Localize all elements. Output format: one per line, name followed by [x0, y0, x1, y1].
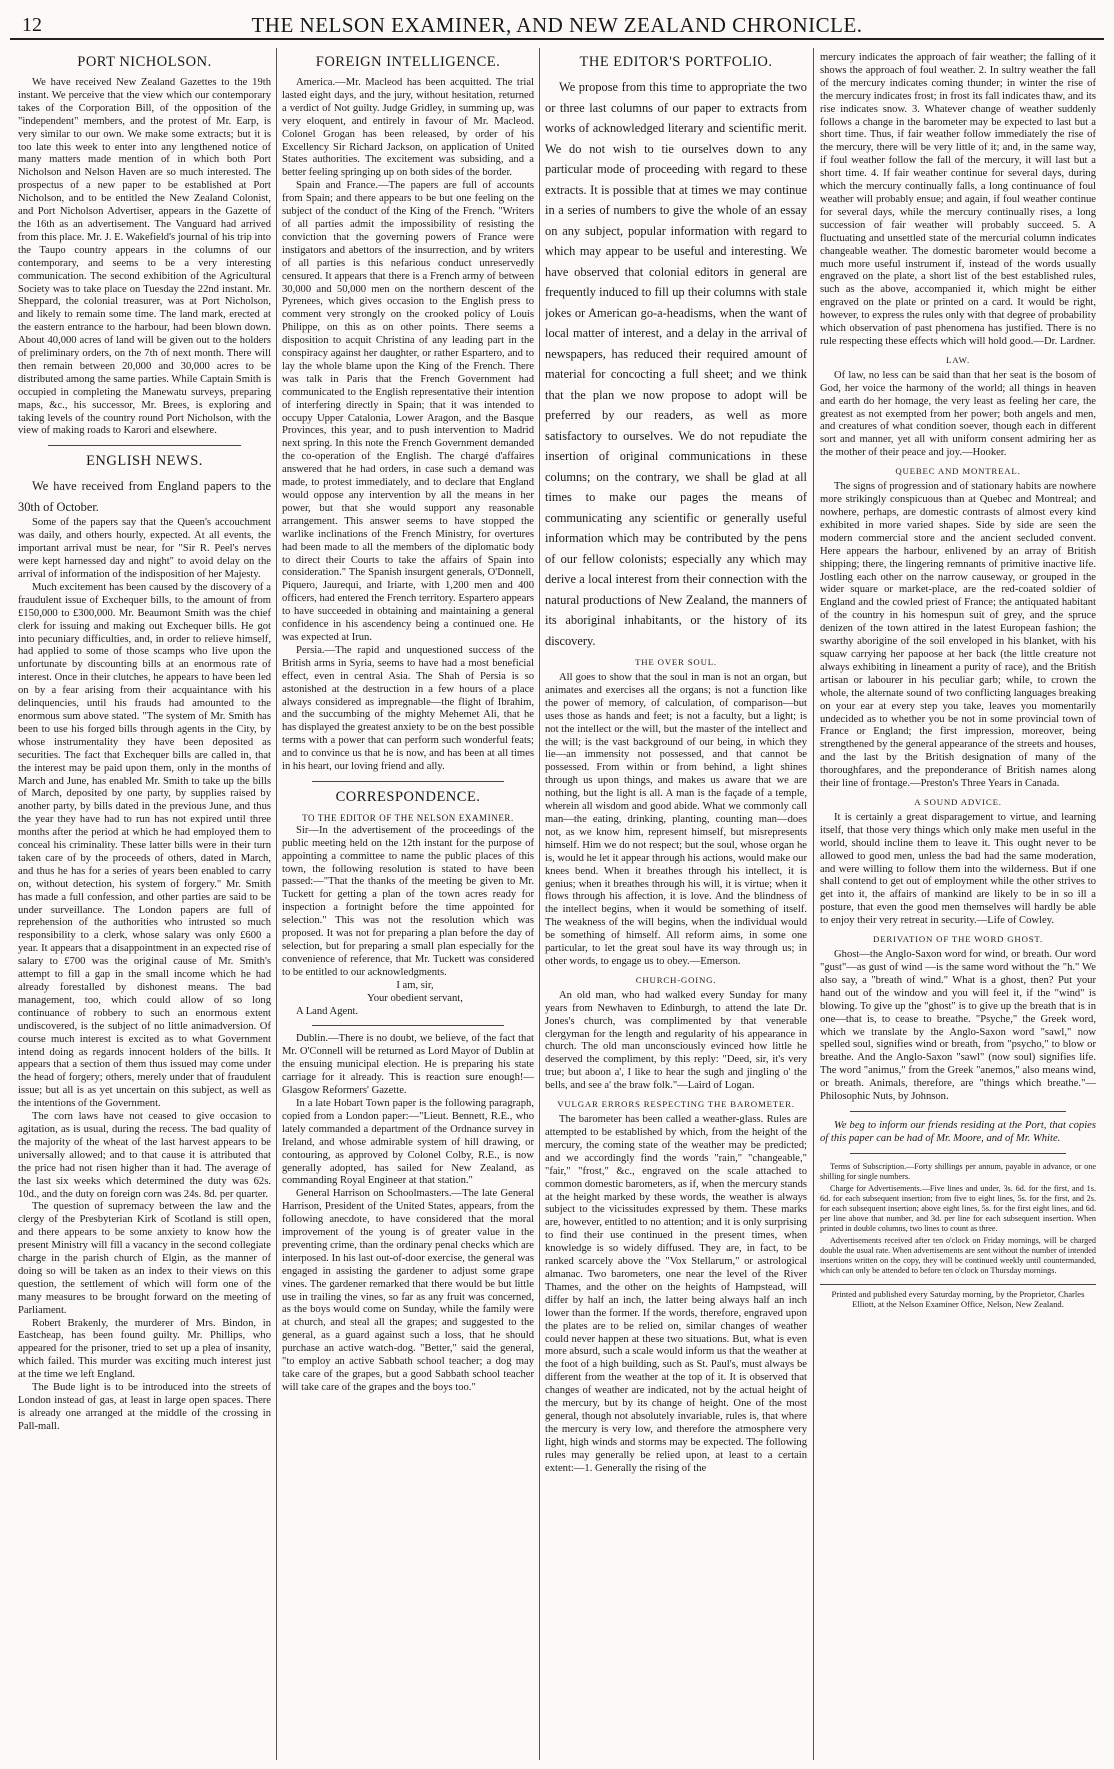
- article-paragraph: Dublin.—There is no doubt, we believe, of the fact that Mr. O'Connell will be returned as Lord Mayor of Dublin at the ensuing municipal election. He is preparing his state carriage for it already. This is reaction sure enough!—Glasgow Reformers' Gazette.: [282, 1033, 534, 1097]
- subheading-quebec-montreal: QUEBEC AND MONTREAL.: [895, 466, 1021, 477]
- section-divider: [850, 1111, 1066, 1112]
- column-2: [282, 52, 534, 1757]
- section-heading-correspondence: CORRESPONDENCE.: [335, 788, 481, 805]
- section-divider: [850, 1153, 1066, 1154]
- subheading-law: LAW.: [946, 354, 970, 365]
- section-heading-english-news: ENGLISH NEWS.: [86, 453, 203, 470]
- article-paragraph: Much excitement has been caused by the discovery of a fraudulent issue of Exchequer bills, to the amount of from £150,000 to £300,000. Mr. Beaumont Smith was the chief clerk for issuing and making out Exchequer bills. He got into pecuniary difficulties, and, in order to relieve himself, had applied to some of those scamps who live upon the unfortunate by discounting bills at an enormous rate of interest. Once in their clutches, he appears to have been led on by a fear arising from their acquaintance with his delinquencies, until his frauds had amounted to the enormous sum above stated. "The system of Mr. Smith has been to use his forged bills through agents in the City, by whose instrumentality they have been deposited as securities. The fact that Exchequer bills are called in, that the interest may be paid upon them, only in the months of March and June, has enabled Mr. Smith to take up the bills of March, deposited by one party, by supplies raised by another party, by bills dated in the previous June, and thus the year they have had to run has not expired until three months after the period at which he had employed them to conceal his criminality. These latter bills were in their turn taken care of by the proceeds of others, dated in March, and thus he has for a series of years been enabled to carry on, without detection, his system of forgery." Mr. Smith has made a full confession, and other parties are said to be under surveillance. The London papers are full of reprehension of the authorities who intrusted so much responsibility to a clerk, whose salary was only £600 a year. It appears that a disappointment in an expected rise of salary to £700 was the original cause of Mr. Smith's attempt to fill a gap in the small income which he had already forestalled by dishonest means. The bad management, too, which could allow of so long continuance of robbery to such an enormous extent undiscovered, is the subject of no little animadversion. Of course much interest is excited as to what Government intend doing as regards innocent holders of the bills. It appears that a section of them thus issued may come under the head of forgery; others, merely under that of fraudulent issue; but all is as yet uncertain on this subject, as well as the intentions of the Government.: [18, 581, 271, 1110]
- article-paragraph: General Harrison on Schoolmasters.—The late General Harrison, President of the United States, appears, from the following anecdote, to have considered that the moral improvement of the young is of greater value in the preventing crime, than the ordinary penal checks which are interposed. In his last out-of-door exercise, the general was engaged in assisting the gardener to adjust some grape vines. The gardener remarked that there would be but little use in trailing the vines, so far as any fruit was concerned, as the boys would come on Sunday, while the family were at church, and steal all the grapes; and suggested to the general, as a guard against such a loss, that he should purchase an active watch-dog. "Better," said the general, "to employ an active Sabbath school teacher; a dog may take care of the grapes, but a good Sabbath school teacher will take care of the grapes and the boys too.": [282, 1188, 534, 1393]
- column-rule: [813, 48, 814, 1760]
- terms-subscription: Terms of Subscription.—Forty shillings per annum, payable in advance, or one shilling for single numbers.: [820, 1161, 1096, 1181]
- article-paragraph: The barometer has been called a weather-glass. Rules are attempted to be established by which, from the height of the mercury, the coming state of the weather may be predicted; and we accordingly find the words "rain," "changeable," "fair," "frost," &c., engraved on the scale attached to common domestic barometers, as if, when the mercury stands at the height marked by these words, the weather is always subject to the vicissitudes expressed by them. These marks are, however, entitled to no attention; and it is only surprising to find their use continued in the present times, when knowledge is so widely diffused. They are, in fact, to be ranked scarcely above the "Vox Stellarum," or astrological almanac. Two barometers, one near the level of the River Thames, and the other on the heights of Hampstead, will differ by half an inch, the latter being always half an inch lower than the former. If the words, therefore, engraved upon the plates are to be relied on, similar changes of weather could never happen at these two situations. But, what is even more absurd, such a scale would inform us that the weather at the foot of a high building, such as St. Paul's, must always be different from the weather at the top of it. It is observed that changes of weather are indicated, not by the actual height of the mercury, but by its change of height. One of the most general, though not absolutely invariable, rules is, that where the mercury is very low, and therefore the atmosphere very light, high winds and storms may be expected. The following rules may generally be relied upon, at least to a certain extent:—1. Generally the rising of the: [545, 1114, 807, 1474]
- column-rule: [539, 48, 540, 1760]
- letter-closing: Your obedient servant,: [367, 992, 463, 1004]
- printer-imprint: Printed and published every Saturday morning, by the Proprietor, Charles Elliott, at the Nelson Examiner Office, Nelson, New Zealand.: [820, 1284, 1096, 1310]
- article-intro: We have received from England papers to the 30th of October.: [18, 479, 271, 514]
- subheading-sound-advice: A SOUND ADVICE.: [914, 796, 1002, 807]
- page-number: 12: [22, 14, 42, 36]
- agents-notice: We beg to inform our friends residing at the Port, that copies of this paper can be had of Mr. Moore, and of Mr. White.: [820, 1119, 1096, 1144]
- subheading-church-going: CHURCH-GOING.: [635, 974, 717, 985]
- letter-body: Sir—In the advertisement of the proceedings of the public meeting held on the 12th instant for the purpose of appointing a committee to name the public places of this town, the following resolution is stated to have been passed:—"That the thanks of the meeting be given to Mr. Tuckett for getting a plan of the town acres ready for inspection a fortnight before the time appointed for selection." This was not the resolution which was proposed. It was not for preparing a plan before the day of selection, but for preparing a small plan especially for the convenience of reference, that Mr. Tuckett was considered to be entitled to our acknowledgments.: [282, 824, 534, 978]
- article-paragraph: Some of the papers say that the Queen's accouchment was daily, and others hourly, expected. At all events, the important arrival must be near, for "Sir R. Peel's nerves were kept harnessed day and night" to avoid delay on the arrival of information of the indisposition of her Majesty.: [18, 517, 271, 580]
- column-3: [545, 52, 807, 1757]
- article-paragraph: Robert Brakenly, the murderer of Mrs. Bindon, in Eastcheap, has been found guilty. Mr. Phillips, who appeared for the prisoner, tried to set up a plea of insanity, which failed. This murder was exciting much interest just at the time we left England.: [18, 1317, 271, 1381]
- section-heading-editors-portfolio: THE EDITOR'S PORTFOLIO.: [579, 54, 773, 70]
- article-paragraph: Spain and France.—The papers are full of accounts from Spain; and there appears to be but one feeling on the subject of the conduct of the King of the French. "Writers of all parties admit the impossibility of resisting the conviction that the governing powers of France were instigators and abettors of the insurrection, and by writers of all parties is this nefarious conduct unreservedly censured. It appears that there is a French army of between 30,000 and 50,000 men on the northern descent of the Pyrenees, which gives occasion to the English press to comment very strongly on the crooked policy of Louis Philippe, on this as on other points. There seems a disposition to acquit Christina of any leading part in the conspiracy against her daughter, or rather Espartero, and to lay the whole blame upon the King of the French. There was talk in Paris that the French Government had communicated to the English representative their intention of interfering directly in Spain; that it was intended to occupy Upper Catalonia, Lower Aragon, and the Basque Provinces, this year, and to push intervention to Madrid next spring. In this note the French Government demanded the co-operation of the English. The chargé d'affaires answered that he had orders, in case such a demand was made, to protest immediately, and to declare that England would oppose any intervention by all the means in her power, but that she would support any reasonable arrangement. This answer seems to have stopped the warlike inclinations of the French Ministry, for overtures had been made to all the members of the diplomatic body to direct their Courts to take the affairs of Spain into consideration." The Spanish insurgent generals, O'Donnell, Piquero, Jaurequi, and Iriarte, with 1,200 men and 400 officers, had entered the French territory. Espartero appears to have succeeded in obtaining and maintaining a general confidence in his ascendency being a continued one. He was expected at Irun.: [282, 180, 534, 643]
- column-4: [820, 52, 1096, 1757]
- letter-signature: A Land Agent.: [296, 1005, 359, 1017]
- article-paragraph: It is certainly a great disparagement to virtue, and learning itself, that those very things which only make men useful in the world, should incline them to leave it. This ought never to be allowed to good men, unless the bad had the same moderation, and were willing to follow them into the wilderness. But if one shall contend to get out of employment while the other strives to get into it, the affairs of mankind are likely to be in so ill a posture, that even the good men themselves will hardly be able to enjoy their very retreat in security.—Life of Cowley.: [820, 811, 1096, 927]
- article-paragraph: The question of supremacy between the law and the clergy of the Presbyterian Kirk of Scotland is still open, and there appears to be some anxiety to know how the present Ministry will fill a vacancy in the second collegiate charge in the parish church of Elgin, as the manner of doing so will be taken as an index to their views on this question, the settlement of which will form one of the many measures to be brought forward on the meeting of Parliament.: [18, 1201, 271, 1316]
- article-paragraph: Ghost—the Anglo-Saxon word for wind, or breath. Our word "gust"—as gust of wind —is the same word without the "h." We also say, a "breath of wind." What is a ghost, then? Put your hand out of the window and you will feel it, if the "wind" is blowing. To give up the "ghost" is to give up the breath that is in one—that is, to cease to breathe. "Psyche," the Greek word, which we translate by the Anglo-Saxon word "sawl," now spelled soul, signifies wind or breath, from "psycho," to blow or breathe. And the Anglo-Saxon "sawl" (now soul) signifies life. The word "animus," from the Greek "anemos," also means wind, or breath. Animals, therefore, are "things which breathe."—Philosophic Nuts, by Johnson.: [820, 949, 1096, 1103]
- article-paragraph: We have received New Zealand Gazettes to the 19th instant. We perceive that the view which our contemporary takes of the Corporation Bill, of the opposition of the "independent" members, and the protest of Mr. Earp, is very similar to our own. We make some extracts; but it is too late this week to enter into any lengthened notice of many matters made mention of in which both Port Nicholson and Nelson Haven are so much interested. The prospectus of a new paper to be established at Port Nicholson, and to be entitled the New Zealand Colonist, and Port Nicholson Advertiser, appears in the Gazette of the 16th as an advertisement. The Vanguard had arrived from this place. Mr. J. E. Wakefield's journal of his trip into the Taupo country appears in the columns of our contemporary, and seems to be a very interesting communication. The second exhibition of the Agricultural Society was to take place on Tuesday the 22nd instant. Mr. Sheppard, the colonial treasurer, was at Port Nicholson, and likely to remain some time. The land mark, erected at the eastern entrance to the harbour, had been blown down. About 40,000 acres of land will be given out to the holders of preliminary orders, on the 7th of next month. There will then remain between 20,000 and 30,000 acres to be distributed among the same parties. While Captain Smith is occupied in completing the Manewatu surveys, preparing maps, &c., his successor, Mr. Brees, is exploring and taking levels of the country round Port Nicholson, with the view of making roads to Karori and elsewhere.: [18, 77, 271, 437]
- section-heading-foreign-intelligence: FOREIGN INTELLIGENCE.: [315, 54, 501, 70]
- subheading-over-soul: THE OVER SOUL.: [635, 657, 717, 667]
- section-divider: [312, 781, 504, 782]
- subheading-vulgar-errors: VULGAR ERRORS RESPECTING THE BAROMETER.: [557, 1099, 795, 1110]
- article-paragraph: An old man, who had walked every Sunday for many years from Newhaven to Edinburgh, to attend the late Dr. Jones's church, was complimented by that venerable clergyman for the length and regularity of his appearance in church. The old man unconsciously evinced how little he deserved the compliment, by this reply: "Deed, sir, it's very true; but aboon a', I like to hear the sugh and jingling o' the bells, and see a' the braw folk."—Laird of Logan.: [545, 989, 807, 1092]
- column-rule: [276, 48, 277, 1760]
- newspaper-title: THE NELSON EXAMINER, AND NEW ZEALAND CHRONICLE.: [251, 13, 863, 37]
- letter-closing: I am, sir,: [396, 979, 434, 991]
- article-paragraph: America.—Mr. Macleod has been acquitted. The trial lasted eight days, and the jury, without hesitation, returned a verdict of Not guilty. Judge Gridley, in summing up, was very eloquent, and entirely in favour of Mr. Macleod. Colonel Grogan has been released, by order of his Excellency Sir Richard Jackson, on application of United States authorities. The excitement was subsiding, and a better feeling springing up on both sides of the border.: [282, 77, 534, 179]
- letter-salutation: TO THE EDITOR OF THE NELSON EXAMINER.: [302, 812, 514, 823]
- article-paragraph: The Bude light is to be introduced into the streets of London instead of gas, at least in large open spaces. There is already one arranged at the middle of the crossing in Pall-mall.: [18, 1382, 271, 1432]
- article-paragraph: Of law, no less can be said than that her seat is the bosom of God, her voice the harmony of the world; all things in heaven and earth do her homage, the very least as feeling her care, the greatest as not exempted from her power; both angels and men, and creatures of what condition soever, though each in different sort and manner, yet all with uniform consent admiring her as the mother of their peace and joy.—Hooker.: [820, 369, 1096, 459]
- terms-advertisements: Charge for Advertisements.—Five lines and under, 3s. 6d. for the first, and 1s. 6d. for each subsequent insertion; from five to eight lines, 5s. for the first, and 2s. for each subsequent insertion; above eight lines, 5s. for the first eight lines, and 6d. per line above that number, and 3d. per line for each subsequent insertion. When printed in double columns, two lines to count as three.: [820, 1184, 1096, 1233]
- article-paragraph: The corn laws have not ceased to give occasion to agitation, as is usual, during the recess. The bad quality of the majority of the wheat of the last harvest appears to be universally allowed; and to that cause it is attributed that the price had not risen higher than it had. The average of the last six weeks which determined the duty was 62s. 10d., and the duty on foreign corn was 24s. 8d. per quarter.: [18, 1111, 271, 1200]
- masthead: [10, 6, 1104, 40]
- terms-received: Advertisements received after ten o'clock on Friday mornings, will be charged double the usual rate. When advertisements are sent without the number of intended insertions written on the copy, they will be continued weekly until countermanded, which can only be attended to before ten o'clock on Thursday mornings.: [820, 1236, 1096, 1275]
- article-paragraph: Persia.—The rapid and unquestioned success of the British arms in Syria, seems to have had a most beneficial effect, even in central Asia. The Shah of Persia is so astonished at the destruction in a few hours of a place always considered as impregnable—the flight of Ibrahim, and the succumbing of the mighty Mehemet Ali, that he has displayed the greatest anxiety to be on the best possible terms with a power that can perform such wonderful feats; and to convince us that he is now, and has been at all times in his heart, our loving friend and ally.: [282, 644, 534, 773]
- terms-block: [820, 1162, 1096, 1276]
- article-paragraph: The signs of progression and of stationary habits are nowhere more strikingly conspicuous than at Quebec and Montreal; and nowhere, perhaps, are domestic contrasts of almost every kind exhibited in more varied shapes. Side by side are seen the modern commercial store and the ancient secluded convent. Here appears the harbour, enlivened by an array of British shipping; there, the lingering remnants of primitive inactive life. Jostling each other on the narrow causeway, or grouped in the wider square or market-place, are the red-coated soldier of England and the cowled priest of France; the antiquated habitant of the country in his homespun suit of grey, and the spruce denizen of the town attired in the latest European fashion; the swarthy aborigine of the soil enveloped in his blanket, with his squaw carrying her papoose at her back (the little creature not always exhibiting in lineament a purity of race), and the British artisan or labourer in his peculiar garb; while, to crown the whole, the alternate sound of two conflicting languages breaking on your ear at every step you take, leaves you momentarily undecided as to whether you be not in some provincial town of France or England; the first impression, moreover, being strengthened by the general appearance of the streets and houses, and the last by the British designation of many of the thoroughfares, and the preponderance of British names along their line of frontage.—Preston's Three Years in Canada.: [820, 481, 1096, 790]
- article-paragraph: All goes to show that the soul in man is not an organ, but animates and exercises all the organs; is not a function like the power of memory, of calculation, of comparison—but uses those as hands and feet; is not a faculty, but a light; is not the intellect or the will, but the master of the intellect and the will; is the vast background of our being, in which they lie—an immensity not possessed, and that cannot be possessed. From within or from behind, a light shines through us upon things, and makes us aware that we are nothing, but the light is all. A man is the façade of a temple, wherein all wisdom and good abide. What we commonly call man—the eating, drinking, planting, counting man—does not, as we know him, represent himself, but misrepresents himself. Him we do not respect; but the soul, whose organ he is, would he let it appear through his actions, would make our knees bend. When it breathes through his intellect, it is genius; when it breathes through his will, it is virtue; when it flows through his affection, it is love. And the blindness of the intellect begins, when it would be something of itself. The weakness of the will begins, when the individual would be something of himself. All reform aims, in some one particular, to let the great soul have its way through us; in other words, to engage us to obey.—Emerson.: [545, 672, 807, 967]
- section-divider: [48, 445, 241, 446]
- section-divider: [312, 1025, 504, 1026]
- section-heading-port-nicholson: PORT NICHOLSON.: [77, 54, 212, 70]
- editorial-paragraph: We propose from this time to appropriate the two or three last columns of our paper to extracts from works of acknowledged literary and scientific merit. We do not wish to tie ourselves down to any particular mode of proceeding with regard to these extracts. It is possible that at times we may continue in a series of numbers to give the whole of an essay on any subject, popular information with regard to which may appear to be useful and interesting. We have observed that colonial editors in general are frequently induced to fill up their columns with stale jokes or American go-a-headisms, when the want of local matter of interest, and a delay in the arrival of newspapers, has reduced their required amount of material for concocting a full sheet; and we think that the plan we now propose to adopt will be preferred by our readers, as well as more satisfactory to ourselves. We do not repudiate the insertion of original communications in these columns; on the contrary, we shall be glad at all times to make our pages the means of communicating any scientific or generally useful information which may be contributed by the pens of our fellow colonists; especially any which may derive a local interest from their connection with the natural productions of New Zealand, the manners of its aboriginal inhabitants, or the history of its discovery.: [545, 80, 807, 648]
- column-1: [18, 52, 271, 1757]
- article-continuation: mercury indicates the approach of fair weather; the falling of it shows the approach of foul weather. 2. In sultry weather the fall of the mercury indicates coming thunder; in winter the rise of the mercury indicates frost; in frost its fall indicates thaw, and its rise indicates snow. 3. Whatever change of weather suddenly follows a change in the barometer may be expected to last but a short time. Thus, if fair weather follow immediately the rise of the mercury, there will be very little of it; and, in the same way, if foul weather follow the fall of the mercury, it will last but a short time. 4. If fair weather continue for several days, during which the mercury continually falls, a long continuance of foul weather will probably ensue; and again, if foul weather continue for several days, while the mercury continually rises, a long succession of fair weather will probably succeed. 5. A fluctuating and unsettled state of the mercurial column indicates changeable weather. The domestic barometer would become a much more useful instrument if, instead of the words usually engraved on the plate, a short list of the best established rules, such as the above, accompanied it, which might be either engraved on the plate or printed on a card. It would be right, however, to express the rules only with that degree of probability which observation of past phenomena has justified. There is no rule respecting these effects which will hold good.—Dr. Lardner.: [820, 52, 1096, 347]
- article-paragraph: In a late Hobart Town paper is the following paragraph, copied from a London paper:—"Lieut. Bennett, R.E., who lately commanded a department of the Ordnance survey in Ireland, and whose admirable system of hill drawing, or contouring, as approved by Colonel Colby, R.E., is now generally adopted, has sailed for New Zealand, as commanding Royal Engineer at that station.": [282, 1097, 534, 1187]
- subheading-ghost: DERIVATION OF THE WORD GHOST.: [873, 934, 1043, 945]
